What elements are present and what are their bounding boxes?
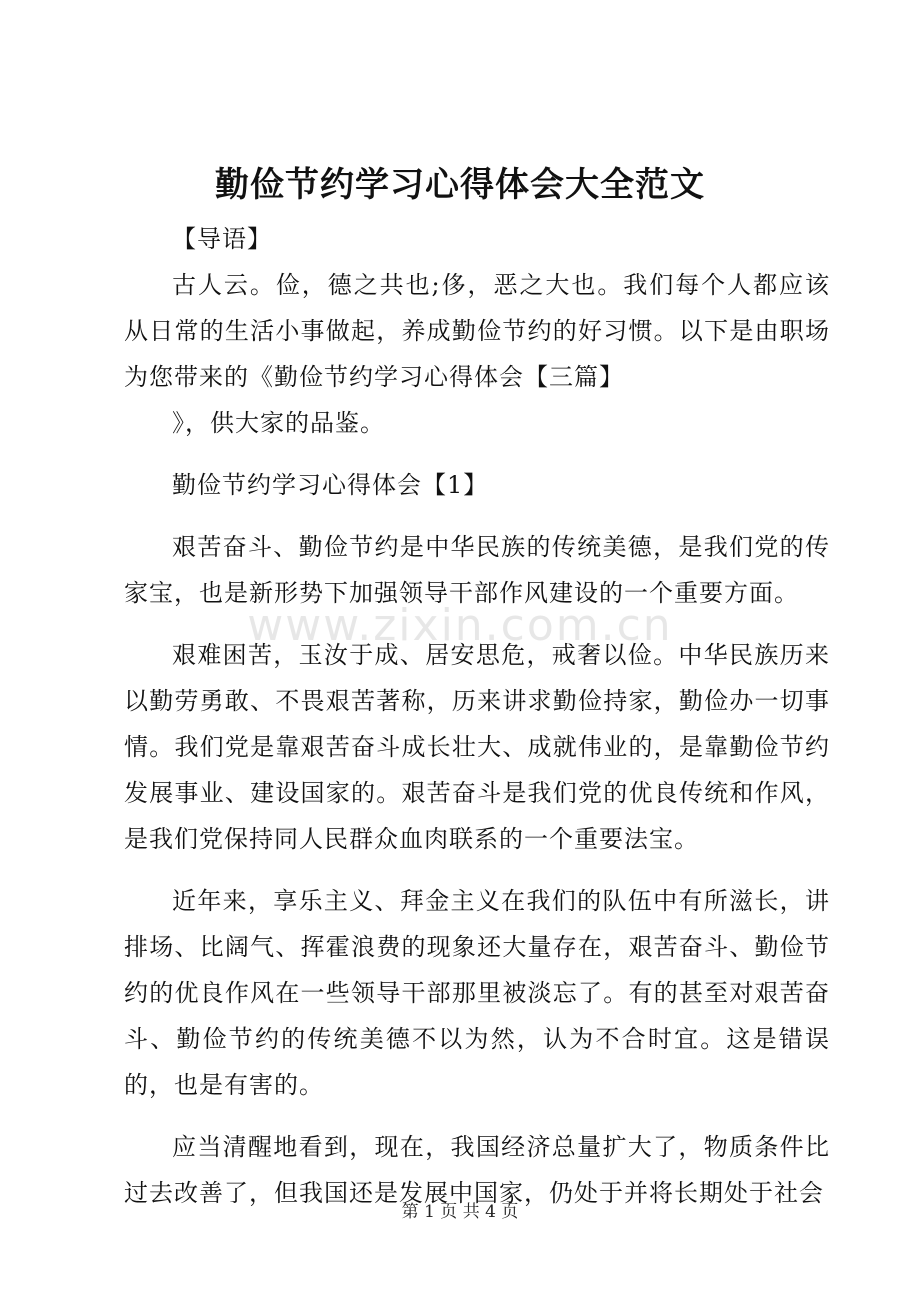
section-heading-1: 勤俭节约学习心得体会【1】 — [172, 471, 489, 499]
paragraph: 艰苦奋斗、勤俭节约是中华民族的传统美德，是我们党的传家宝，也是新形势下加强领导干部作风建设的一个重要方面。 — [124, 533, 830, 607]
watermark: www.zixin.com.cn — [247, 600, 673, 651]
paragraph-intro-label: 【导语】 — [172, 225, 272, 253]
paragraph-intro-end: 》，供大家的品鉴。 — [172, 409, 385, 437]
paragraph-intro: 古人云。俭，德之共也;侈，恶之大也。我们每个人都应该从日常的生活小事做起，养成勤俭节约的好习惯。以下是由职场为您带来的《勤俭节约学习心得体会【三篇】 — [124, 271, 830, 391]
paragraph: 近年来，享乐主义、拜金主义在我们的队伍中有所滋长，讲排场、比阔气、挥霍浪费的现象还大量存在，艰苦奋斗、勤俭节约的优良作风在一些领导干部那里被淡忘了。有的甚至对艰苦奋斗、勤俭节约的传统美德不以为然，认为不合时宜。这是错误的，也是有害的。 — [124, 887, 830, 1099]
page-footer: 第 1 页 共 4 页 — [401, 1202, 519, 1222]
document-body — [124, 216, 830, 1232]
paragraph: 艰难困苦，玉汝于成、居安思危，戒奢以俭。中华民族历来以勤劳勇敢、不畏艰苦著称，历来讲求勤俭持家，勤俭办一切事情。我们党是靠艰苦奋斗成长壮大、成就伟业的，是靠勤俭节约发展事业、建设国家的。艰苦奋斗是我们党的优良传统和作风，是我们党保持同人民群众血肉联系的一个重要法宝。 — [124, 641, 830, 853]
paragraph: 应当清醒地看到，现在，我国经济总量扩大了，物质条件比过去改善了，但我国还是发展中国家，仍处于并将长期处于社会 — [124, 1133, 830, 1207]
document-title: 勤俭节约学习心得体会大全范文 — [215, 165, 705, 205]
